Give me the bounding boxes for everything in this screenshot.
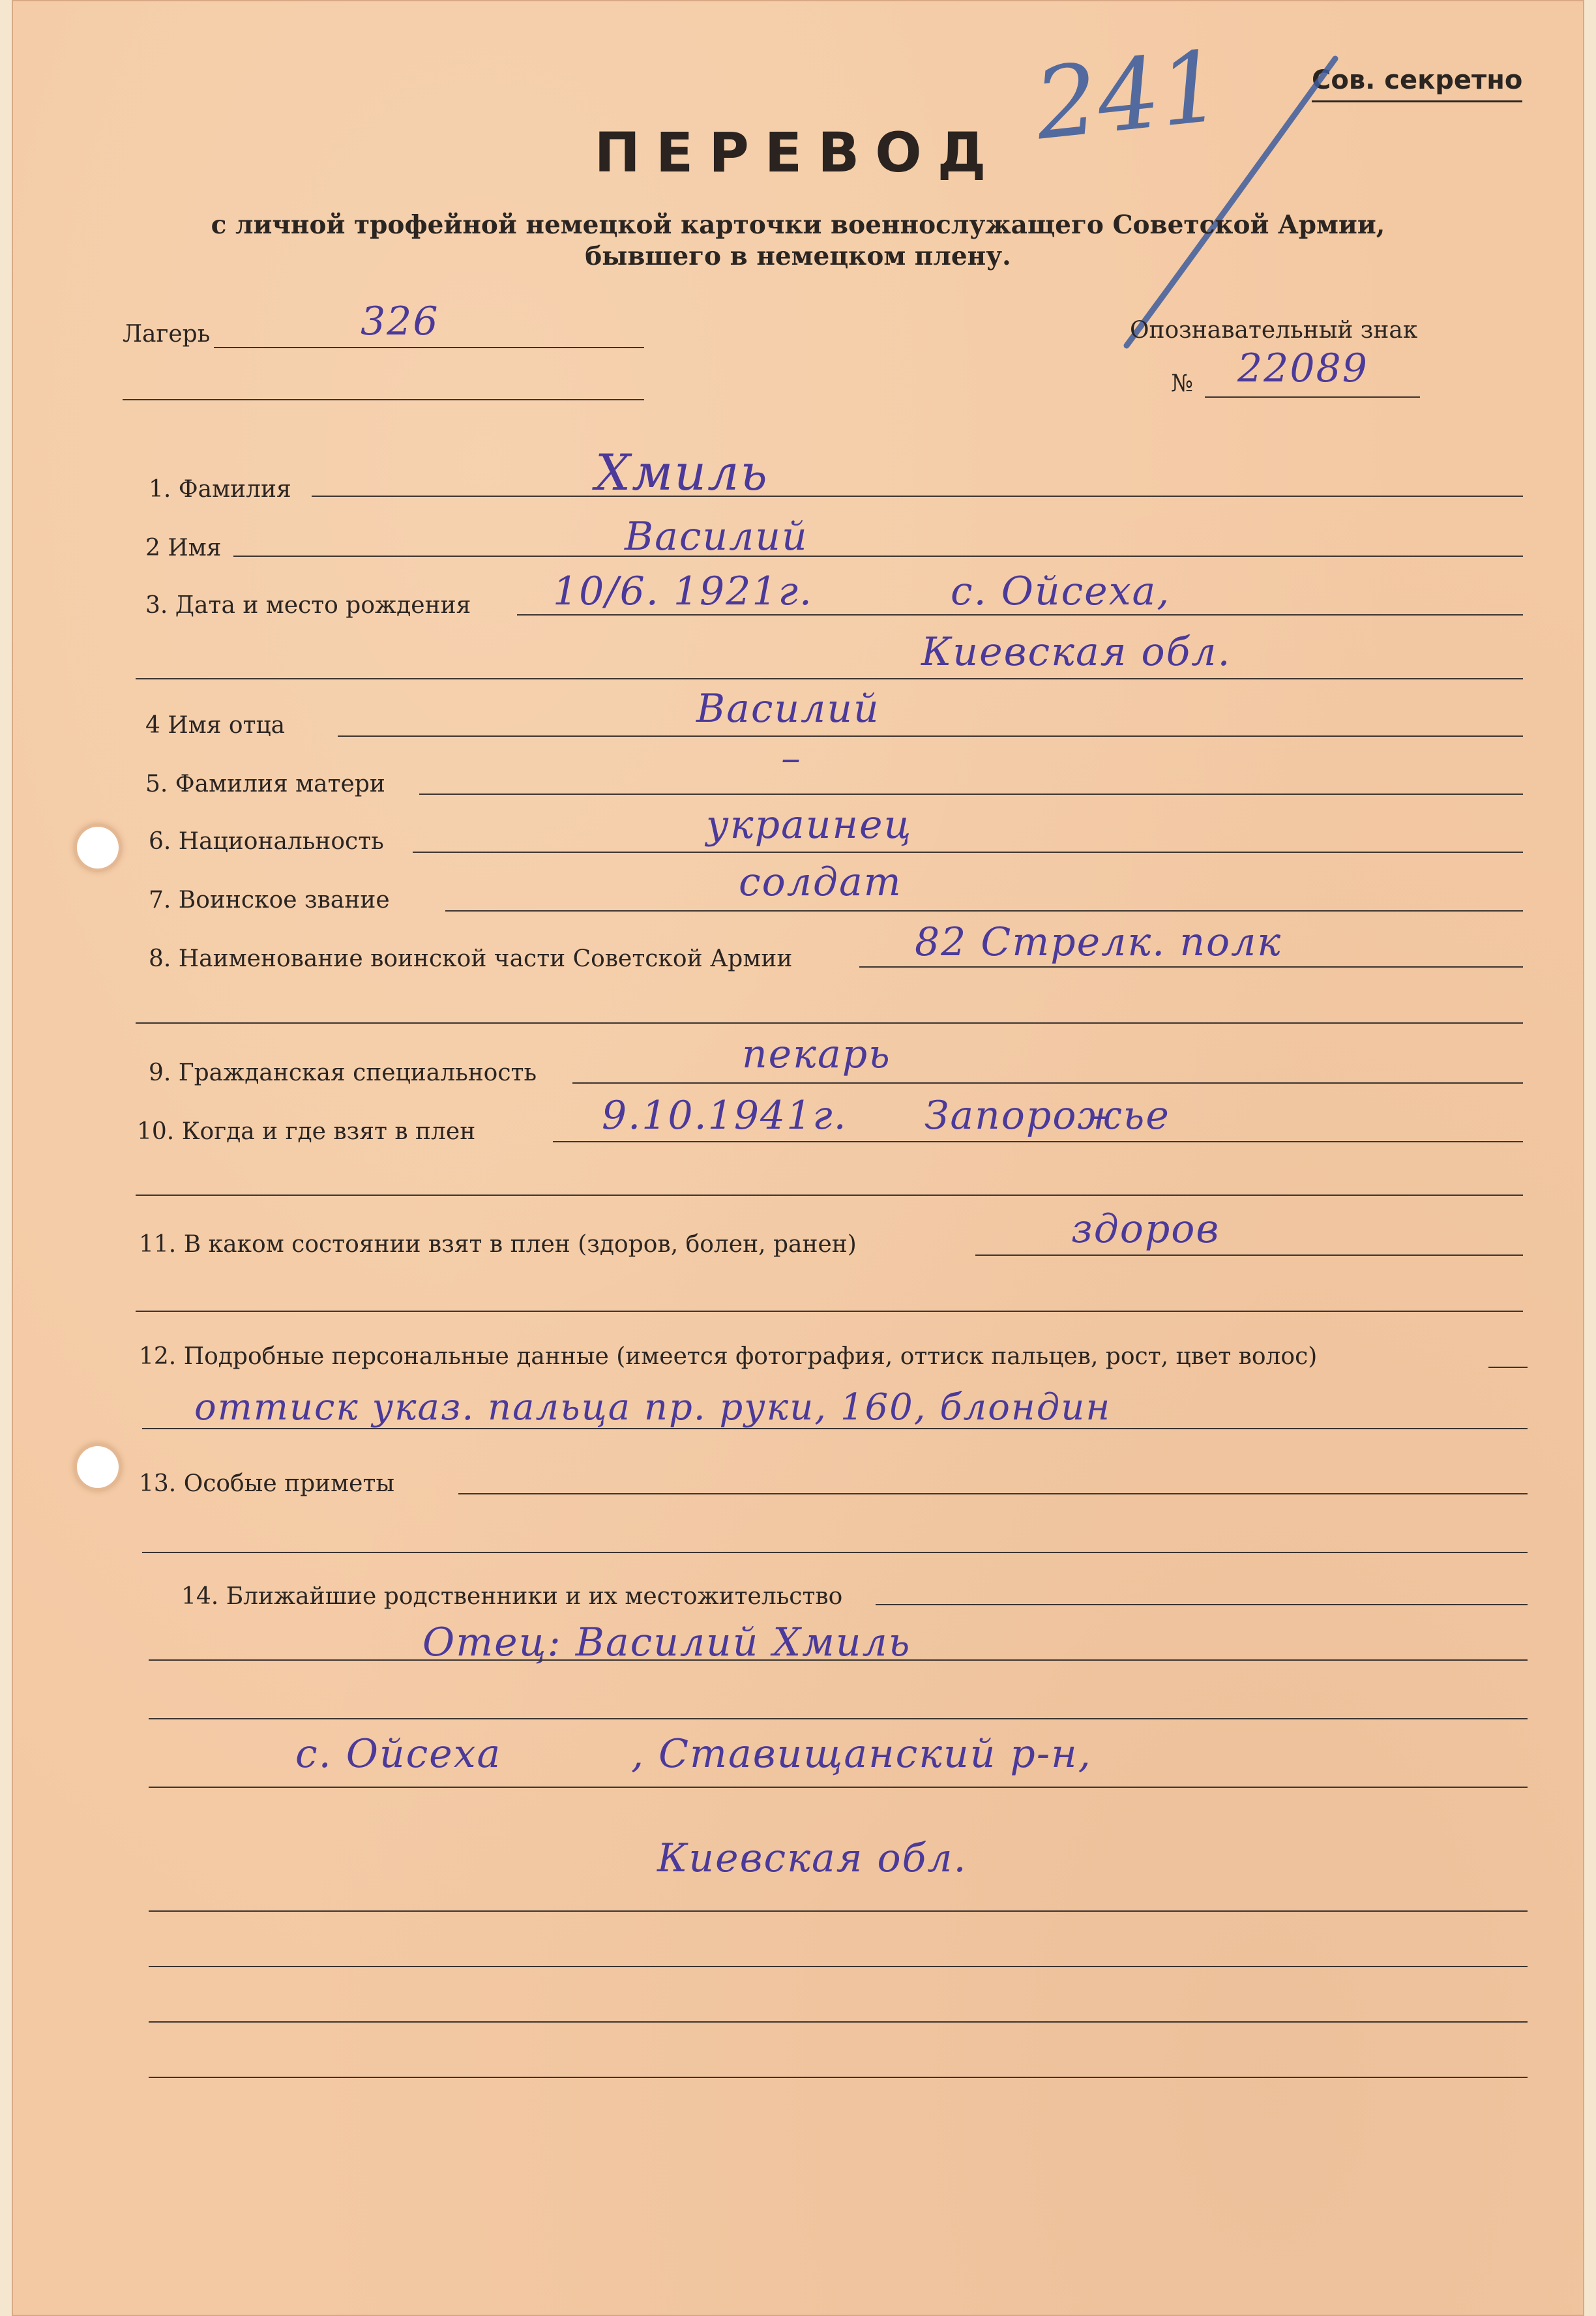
field-12-line xyxy=(1488,1367,1528,1368)
field-3-date: 10/6. 1921г. xyxy=(553,569,813,614)
camp-value: 326 xyxy=(361,299,439,344)
field-14-line-2 xyxy=(149,1659,1528,1661)
field-1-line xyxy=(312,496,1523,497)
field-3-place: с. Ойсеха, xyxy=(951,569,1171,614)
field-9-value: пекарь xyxy=(742,1032,891,1077)
field-5-line xyxy=(419,794,1523,795)
field-8-line xyxy=(859,966,1523,968)
id-tag-label: Опознавательный знак xyxy=(1130,317,1418,344)
field-8-value: 82 Стрелк. полк xyxy=(915,919,1282,965)
subtitle-line1: с личной трофейной немецкой карточки военнослужащего Советской Армии, xyxy=(211,210,1385,240)
field-10-date: 9.10.1941г. xyxy=(602,1093,848,1138)
field-7-value: солдат xyxy=(739,859,902,905)
field-7-label: 7. Воинское звание xyxy=(149,887,390,913)
field-3-place-line2: Киевская обл. xyxy=(921,629,1232,675)
field-2-line xyxy=(233,556,1523,557)
field-11-line-2 xyxy=(136,1311,1523,1312)
field-10-line xyxy=(553,1141,1523,1142)
field-2-value: Василий xyxy=(625,514,808,559)
field-3-line-2 xyxy=(136,678,1523,679)
id-tag-number-label: № xyxy=(1171,370,1194,397)
document-title: ПЕРЕВОД xyxy=(594,121,1002,185)
field-3-line xyxy=(517,614,1523,616)
field-3-label: 3. Дата и место рождения xyxy=(145,592,471,619)
field-14-line-3 xyxy=(149,1718,1528,1719)
document-sheet xyxy=(12,0,1584,2316)
blue-pencil-stroke xyxy=(1114,52,1348,352)
field-14-line2b: , Ставищанский р-н, xyxy=(631,1731,1092,1777)
field-6-label: 6. Национальность xyxy=(149,828,384,855)
field-4-value: Василий xyxy=(696,686,880,732)
registry-number: 241 xyxy=(1029,29,1228,162)
punch-hole-bottom xyxy=(77,1446,119,1488)
field-14-line-7 xyxy=(149,2021,1528,2023)
field-14-line3: Киевская обл. xyxy=(657,1835,968,1881)
field-1-label: 1. Фамилия xyxy=(149,476,291,503)
field-14-line xyxy=(876,1604,1528,1605)
field-13-label: 13. Особые приметы xyxy=(139,1470,395,1497)
field-11-label: 11. В каком состоянии взят в плен (здоров, болен, ранен) xyxy=(139,1231,857,1258)
field-12-line-2 xyxy=(142,1428,1528,1429)
field-14-label: 14. Ближайшие родственники и их местожительство xyxy=(181,1583,843,1610)
field-4-label: 4 Имя отца xyxy=(145,712,286,739)
field-7-line xyxy=(445,910,1523,912)
field-6-line xyxy=(413,852,1523,853)
field-11-value: здоров xyxy=(1071,1206,1220,1252)
field-14-line1: Отец: Василий Хмиль xyxy=(422,1620,911,1665)
field-9-label: 9. Гражданская специальность xyxy=(149,1060,537,1086)
field-9-line xyxy=(572,1082,1523,1084)
field-5-value: – xyxy=(781,735,802,781)
field-14-line-4 xyxy=(149,1787,1528,1788)
field-14-line2a: с. Ойсеха xyxy=(295,1731,502,1777)
subtitle-line2: бывшего в немецком плену. xyxy=(585,241,1011,271)
id-tag-line xyxy=(1205,396,1420,398)
field-8-line-2 xyxy=(136,1022,1523,1024)
classification-stamp: Сов. секретно xyxy=(1312,65,1522,102)
field-13-line-2 xyxy=(142,1552,1528,1553)
field-10-line-2 xyxy=(136,1195,1523,1196)
field-10-label: 10. Когда и где взят в плен xyxy=(137,1118,476,1145)
field-12-value: оттиск указ. пальца пр. руки, 160, блондин xyxy=(194,1386,1112,1429)
field-1-value: Хмиль xyxy=(595,443,769,501)
camp-line xyxy=(214,347,644,348)
field-14-line-5 xyxy=(149,1910,1528,1912)
field-5-label: 5. Фамилия матери xyxy=(145,771,385,797)
field-10-place: Запорожье xyxy=(924,1093,1170,1138)
field-8-label: 8. Наименование воинской части Советской Армии xyxy=(149,945,793,972)
field-11-line xyxy=(975,1254,1523,1256)
field-13-line xyxy=(458,1493,1528,1494)
camp-line-2 xyxy=(123,399,644,400)
punch-hole-top xyxy=(77,827,119,868)
field-6-value: украинец xyxy=(706,802,913,848)
field-14-line-6 xyxy=(149,1966,1528,1967)
field-12-label: 12. Подробные персональные данные (имеется фотография, оттиск пальцев, рост, цвет волос) xyxy=(139,1343,1318,1370)
field-14-line-8 xyxy=(149,2077,1528,2078)
camp-label: Лагерь xyxy=(123,321,211,348)
id-tag-value: 22089 xyxy=(1237,346,1368,391)
field-4-line xyxy=(338,735,1523,737)
field-2-label: 2 Имя xyxy=(145,535,222,561)
